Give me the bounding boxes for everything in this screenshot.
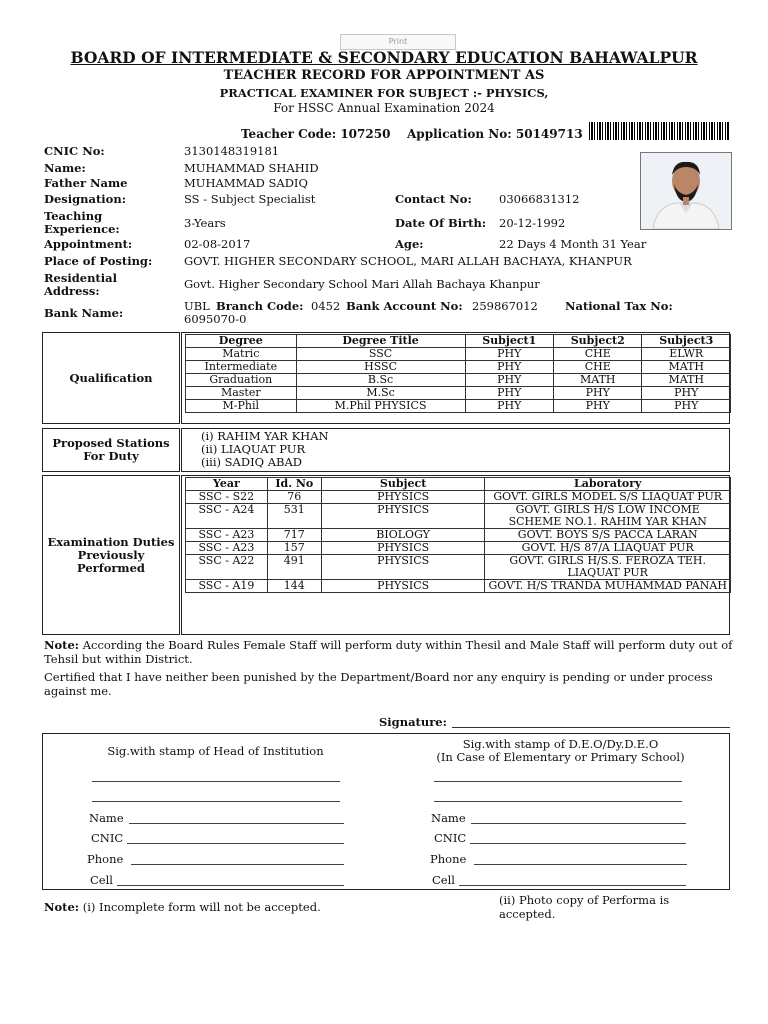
name-value: MUHAMMAD SHAHID [184, 161, 319, 175]
duties-header-row [186, 478, 731, 491]
footer-note-1 [44, 900, 321, 914]
stations-label-text: Proposed Stations For Duty [52, 436, 170, 463]
account-value: 259867012 [472, 299, 538, 313]
dob-label: Date Of Birth: [395, 216, 487, 230]
note-text: According the Board Rules Female Staff will perform duty within Thesil and Male Staff will perform duty out of Tehsil but within District. [44, 638, 733, 666]
appointment-label: Appointment: [44, 237, 133, 251]
qual-cell: Matric [186, 348, 297, 361]
table-row [186, 529, 731, 542]
head-cell-field[interactable] [90, 873, 113, 887]
duty-header: Year [186, 478, 268, 491]
posting-label: Place of Posting: [44, 254, 153, 268]
record-title: TEACHER RECORD FOR APPOINTMENT AS [223, 68, 545, 83]
name-field-label: Name [431, 811, 466, 825]
qual-cell: SSC [296, 348, 465, 361]
table-row [186, 542, 731, 555]
contact-value: 03066831312 [499, 192, 580, 206]
qual-cell: CHE [554, 361, 642, 374]
duty-cell: SSC - A19 [186, 580, 268, 593]
cnic-field-label: CNIC [91, 831, 124, 845]
duties-box [181, 475, 730, 635]
barcode [589, 122, 729, 140]
contact-label: Contact No: [395, 192, 472, 206]
qualification-header-row [186, 335, 731, 348]
qual-header: Degree [186, 335, 297, 348]
qual-cell: Master [186, 387, 297, 400]
deo-name-field[interactable] [431, 811, 466, 825]
duty-cell: SSC - A23 [186, 529, 268, 542]
duty-cell: SSC - A24 [186, 504, 268, 529]
qual-header: Subject3 [642, 335, 731, 348]
qual-cell: M-Phil [186, 400, 297, 413]
designation-label: Designation: [44, 192, 126, 206]
duties-label [42, 475, 180, 635]
deo-cell-field[interactable] [432, 873, 455, 887]
deo-cell-line[interactable] [459, 885, 686, 886]
exam-title: For HSSC Annual Examination 2024 [273, 101, 495, 115]
table-row [186, 491, 731, 504]
posting-value: GOVT. HIGHER SECONDARY SCHOOL, MARI ALLAH BACHAYA, KHANPUR [184, 254, 632, 268]
application-no: Application No: 50149713 [407, 127, 583, 141]
qual-cell: M.Sc [296, 387, 465, 400]
table-row [186, 374, 731, 387]
duty-cell: GOVT. H/S TRANDA MUHAMMAD PANAH [485, 580, 731, 593]
duty-cell: 76 [267, 491, 321, 504]
branch-code-label: Branch Code: [216, 299, 304, 313]
footer-note-1-text: (i) Incomplete form will not be accepted. [82, 900, 321, 914]
signature-line[interactable] [452, 727, 730, 728]
board-title: BOARD OF INTERMEDIATE & SECONDARY EDUCATION BAHAWALPUR [70, 48, 698, 67]
teacher-code: Teacher Code: 107250 [241, 127, 391, 141]
signature-label: Signature: [379, 715, 447, 729]
duty-cell: 491 [267, 555, 321, 580]
person-photo-icon [641, 153, 731, 229]
note-label: Note: [44, 638, 80, 652]
qual-cell: PHY [465, 374, 553, 387]
name-field-label: Name [89, 811, 124, 825]
cnic-value: 3130148319181 [184, 144, 280, 158]
age-value: 22 Days 4 Month 31 Year [499, 237, 647, 251]
designation-value: SS - Subject Specialist [184, 192, 316, 206]
qual-cell: PHY [465, 361, 553, 374]
table-row [186, 400, 731, 413]
address-label: Residential Address: [44, 271, 117, 298]
qual-cell: PHY [554, 400, 642, 413]
qual-header: Subject1 [465, 335, 553, 348]
teacher-photo [640, 152, 732, 230]
head-sign-line-2[interactable] [92, 801, 340, 802]
deo-sign-line-1[interactable] [434, 781, 682, 782]
branch-code-value: 0452 [311, 299, 341, 313]
qual-cell: PHY [465, 387, 553, 400]
duty-cell: PHYSICS [321, 580, 485, 593]
head-phone-field[interactable] [87, 852, 123, 866]
head-stamp-title: Sig.with stamp of Head of Institution [107, 744, 324, 758]
duty-cell: 717 [267, 529, 321, 542]
qual-cell: PHY [465, 400, 553, 413]
head-cell-line[interactable] [117, 885, 344, 886]
qual-cell: PHY [642, 400, 731, 413]
dob-value: 20-12-1992 [499, 216, 566, 230]
table-row [186, 504, 731, 529]
deo-stamp-subtitle: (In Case of Elementary or Primary School) [436, 750, 685, 764]
head-name-line[interactable] [129, 823, 344, 824]
qual-cell: ELWR [642, 348, 731, 361]
qual-cell: B.Sc [296, 374, 465, 387]
table-row [186, 387, 731, 400]
cell-field-label: Cell [90, 873, 113, 887]
station-item: (i) RAHIM YAR KHAN [201, 429, 329, 443]
duty-cell: 157 [267, 542, 321, 555]
duties-table [185, 477, 731, 593]
duty-cell: PHYSICS [321, 555, 485, 580]
station-item: (ii) LIAQUAT PUR [201, 442, 306, 456]
duty-header: Subject [321, 478, 485, 491]
qualification-box [181, 332, 730, 424]
phone-field-label: Phone [87, 852, 124, 866]
cnic-field-label: CNIC [434, 831, 467, 845]
appointment-value: 02-08-2017 [184, 237, 251, 251]
qualification-table [185, 334, 731, 413]
qual-cell: PHY [642, 387, 731, 400]
qual-cell: Graduation [186, 374, 297, 387]
deo-sign-line-2[interactable] [434, 801, 682, 802]
qual-cell: PHY [554, 387, 642, 400]
board-rules-note [44, 638, 734, 666]
stations-box [181, 428, 730, 472]
footer-note-label: Note: [44, 900, 80, 914]
phone-field-label: Phone [430, 852, 467, 866]
qual-cell: PHY [465, 348, 553, 361]
footer-note-2: (ii) Photo copy of Performa is accepted. [499, 893, 670, 921]
name-label: Name: [44, 161, 86, 175]
head-cnic-line[interactable] [127, 843, 344, 844]
stamp-box [42, 733, 730, 890]
head-cnic-field[interactable] [91, 831, 123, 845]
duty-cell: BIOLOGY [321, 529, 485, 542]
table-row [186, 555, 731, 580]
table-row [186, 348, 731, 361]
duty-cell: GOVT. BOYS S/S PACCA LARAN [485, 529, 731, 542]
cell-field-label: Cell [432, 873, 455, 887]
tax-label: National Tax No: [565, 299, 673, 313]
experience-label: Teaching Experience: [44, 209, 120, 236]
duty-cell: GOVT. GIRLS H/S.S. FEROZA TEH. LIAQUAT PUR [485, 555, 731, 580]
stations-label [42, 428, 180, 472]
print-button[interactable]: Print [340, 34, 456, 50]
duty-cell: 144 [267, 580, 321, 593]
father-label: Father Name [44, 176, 128, 190]
qual-cell: MATH [554, 374, 642, 387]
duty-cell: PHYSICS [321, 542, 485, 555]
qual-header: Subject2 [554, 335, 642, 348]
duties-label-text: Examination Duties Previously Performed [47, 534, 175, 575]
cnic-label: CNIC No: [44, 144, 105, 158]
bank-name: UBL [184, 299, 210, 313]
head-phone-line[interactable] [131, 864, 344, 865]
duty-cell: GOVT. H/S 87/A LIAQUAT PUR [485, 542, 731, 555]
qualification-label [42, 332, 180, 424]
address-value: Govt. Higher Secondary School Mari Allah Bachaya Khanpur [184, 277, 540, 291]
experience-value: 3-Years [184, 216, 226, 230]
certification-text: Certified that I have neither been punished by the Department/Board nor any enquiry is pending or under process against me. [44, 670, 713, 698]
duty-cell: PHYSICS [321, 504, 485, 529]
bank-label: Bank Name: [44, 306, 124, 320]
deo-phone-line[interactable] [474, 864, 687, 865]
account-label: Bank Account No: [346, 299, 463, 313]
deo-stamp-title: Sig.with stamp of D.E.O/Dy.D.E.O [462, 737, 659, 751]
father-value: MUHAMMAD SADIQ [184, 176, 308, 190]
deo-phone-field[interactable] [430, 852, 466, 866]
deo-cnic-line[interactable] [470, 843, 686, 844]
qual-cell: HSSC [296, 361, 465, 374]
duty-cell: GOVT. GIRLS MODEL S/S LIAQUAT PUR [485, 491, 731, 504]
age-label: Age: [395, 237, 424, 251]
deo-cnic-field[interactable] [434, 831, 466, 845]
table-row [186, 580, 731, 593]
duty-cell: 531 [267, 504, 321, 529]
table-row [186, 361, 731, 374]
duty-cell: SSC - S22 [186, 491, 268, 504]
qualification-label-text: Qualification [69, 370, 153, 385]
head-sign-line-1[interactable] [92, 781, 340, 782]
qual-cell: MATH [642, 374, 731, 387]
duty-cell: GOVT. GIRLS H/S LOW INCOME SCHEME NO.1. RAHIM YAR KHAN [485, 504, 731, 529]
duty-header: Id. No [267, 478, 321, 491]
duty-header: Laboratory [485, 478, 731, 491]
deo-name-line[interactable] [471, 823, 686, 824]
examiner-title: PRACTICAL EXAMINER FOR SUBJECT :- PHYSICS, [219, 86, 549, 100]
station-item: (iii) SADIQ ABAD [201, 455, 302, 469]
head-name-field[interactable] [89, 811, 124, 825]
tax-value: 6095070-0 [184, 312, 247, 326]
qual-header: Degree Title [296, 335, 465, 348]
qual-cell: M.Phil PHYSICS [296, 400, 465, 413]
duty-cell: PHYSICS [321, 491, 485, 504]
qual-cell: CHE [554, 348, 642, 361]
duty-cell: SSC - A23 [186, 542, 268, 555]
qual-cell: Intermediate [186, 361, 297, 374]
duty-cell: SSC - A22 [186, 555, 268, 580]
qual-cell: MATH [642, 361, 731, 374]
